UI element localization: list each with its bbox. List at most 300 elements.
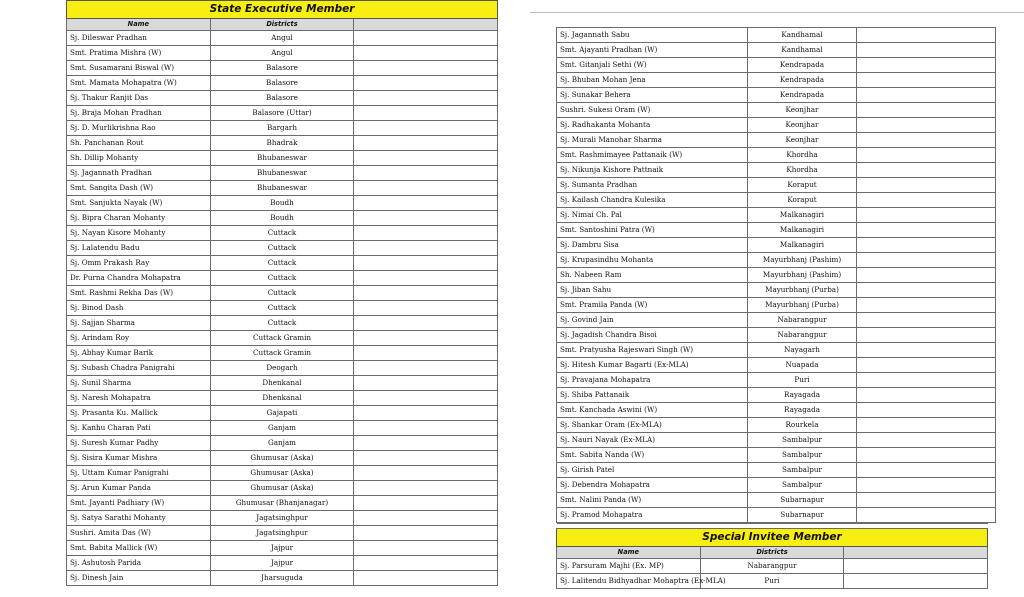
column-header-blank — [354, 19, 498, 31]
member-name: Smt. Mamata Mohapatra (W) — [67, 76, 211, 91]
table-row — [557, 238, 996, 253]
table-row — [67, 76, 498, 91]
blank-cell — [857, 298, 996, 313]
table-header-row — [557, 547, 988, 559]
member-name: Smt. Rashmimayee Pattanaik (W) — [557, 148, 748, 163]
member-name: Smt. Pratyusha Rajeswari Singh (W) — [557, 343, 748, 358]
member-district: Ghumusar (Aska) — [210, 481, 354, 496]
member-district: Bhubaneswar — [210, 166, 354, 181]
member-name: Sh. Dillip Mohanty — [67, 151, 211, 166]
table-row — [557, 298, 996, 313]
blank-cell — [857, 28, 996, 43]
blank-cell — [857, 208, 996, 223]
blank-cell — [354, 481, 498, 496]
member-district: Puri — [748, 373, 857, 388]
section-title-row — [557, 529, 988, 547]
member-district: Balasore (Uttar) — [210, 106, 354, 121]
blank-cell — [354, 271, 498, 286]
member-district: Kendrapada — [748, 73, 857, 88]
blank-cell — [354, 406, 498, 421]
member-district: Rayagada — [748, 388, 857, 403]
table-row — [557, 208, 996, 223]
blank-cell — [354, 331, 498, 346]
member-name: Sj. Kailash Chandra Kulesika — [557, 193, 748, 208]
blank-cell — [354, 166, 498, 181]
member-district: Deogarh — [210, 361, 354, 376]
special-invitee-title: Special Invitee Member — [557, 529, 988, 547]
member-name: Sj. Uttam Kumar Panigrahi — [67, 466, 211, 481]
table-row — [67, 271, 498, 286]
state-executive-table — [66, 0, 498, 586]
member-name: Sj. Jiban Sahu — [557, 283, 748, 298]
table-row — [67, 496, 498, 511]
blank-cell — [857, 148, 996, 163]
member-name: Sj. Braja Mohan Pradhan — [67, 106, 211, 121]
member-name: Smt. Babita Mallick (W) — [67, 541, 211, 556]
member-name: Sj. Jagannath Sabu — [557, 28, 748, 43]
member-name: Sj. Bhuban Mohan Jena — [557, 73, 748, 88]
member-district: Puri — [700, 574, 844, 589]
table-row — [557, 103, 996, 118]
blank-cell — [857, 388, 996, 403]
table-row — [557, 118, 996, 133]
blank-cell — [354, 106, 498, 121]
table-row — [557, 283, 996, 298]
member-name: Smt. Nalini Panda (W) — [557, 493, 748, 508]
member-district: Koraput — [748, 178, 857, 193]
column-header-districts: Districts — [210, 19, 354, 31]
member-name: Smt. Santoshini Patra (W) — [557, 223, 748, 238]
blank-cell — [354, 136, 498, 151]
member-district: Mayurbhanj (Purba) — [748, 283, 857, 298]
member-name: Sj. Binod Dash — [67, 301, 211, 316]
member-name: Sj. Kanhu Charan Pati — [67, 421, 211, 436]
blank-cell — [857, 463, 996, 478]
blank-cell — [857, 493, 996, 508]
table-row — [557, 43, 996, 58]
blank-cell — [857, 433, 996, 448]
member-district: Kendrapada — [748, 88, 857, 103]
special-invitee-table — [556, 523, 988, 589]
member-name: Sj. Nayan Kisore Mohanty — [67, 226, 211, 241]
blank-cell — [354, 316, 498, 331]
blank-cell — [354, 241, 498, 256]
table-row — [557, 559, 988, 574]
blank-cell — [857, 478, 996, 493]
member-name: Sj. Govind Jain — [557, 313, 748, 328]
member-name: Sj. Dileswar Pradhan — [67, 31, 211, 46]
document-page-left — [66, 0, 498, 597]
member-name: Sj. Sajjan Sharma — [67, 316, 211, 331]
member-district: Sambalpur — [748, 463, 857, 478]
blank-cell — [857, 313, 996, 328]
member-district: Malkanagiri — [748, 238, 857, 253]
document-page-right — [556, 27, 988, 597]
member-name: Sj. Dinesh Jain — [67, 571, 211, 586]
blank-cell — [354, 46, 498, 61]
member-district: Keonjhar — [748, 103, 857, 118]
member-district: Cuttack — [210, 316, 354, 331]
table-row — [557, 223, 996, 238]
member-name: Sj. Parsuram Majhi (Ex. MP) — [557, 559, 701, 574]
member-district: Khordha — [748, 163, 857, 178]
blank-cell — [354, 76, 498, 91]
blank-cell — [857, 73, 996, 88]
member-name: Sj. Omm Prakash Ray — [67, 256, 211, 271]
member-district: Cuttack — [210, 241, 354, 256]
member-district: Nabarangpur — [700, 559, 844, 574]
member-name: Sj. Sisira Kumar Mishra — [67, 451, 211, 466]
blank-cell — [857, 283, 996, 298]
member-name: Sj. Subash Chadra Panigrahi — [67, 361, 211, 376]
member-district: Jajpur — [210, 541, 354, 556]
table-row — [557, 388, 996, 403]
table-row — [67, 256, 498, 271]
table-row — [557, 88, 996, 103]
table-row — [557, 163, 996, 178]
member-name: Sj. Naresh Mohapatra — [67, 391, 211, 406]
member-district: Jajpur — [210, 556, 354, 571]
member-district: Kendrapada — [748, 58, 857, 73]
member-district: Cuttack — [210, 256, 354, 271]
blank-cell — [857, 418, 996, 433]
member-name: Sj. Arun Kumar Panda — [67, 481, 211, 496]
member-district: Bargarh — [210, 121, 354, 136]
blank-cell — [354, 376, 498, 391]
member-name: Sj. Sumanta Pradhan — [557, 178, 748, 193]
table-row — [557, 463, 996, 478]
blank-cell — [354, 61, 498, 76]
blank-cell — [857, 403, 996, 418]
member-name: Sj. Arindam Roy — [67, 331, 211, 346]
blank-cell — [857, 253, 996, 268]
table-row — [557, 73, 996, 88]
member-district: Nayagarh — [748, 343, 857, 358]
table-row — [67, 421, 498, 436]
member-district: Ghumusar (Bhanjanagar) — [210, 496, 354, 511]
blank-cell — [354, 541, 498, 556]
blank-cell — [857, 193, 996, 208]
table-row — [67, 406, 498, 421]
table-row — [67, 91, 498, 106]
member-name: Sushri. Amita Das (W) — [67, 526, 211, 541]
member-district: Balasore — [210, 76, 354, 91]
member-district: Cuttack — [210, 286, 354, 301]
member-name: Sj. Girish Patel — [557, 463, 748, 478]
table-header-row — [67, 19, 498, 31]
member-name: Sj. Satya Sarathi Mohanty — [67, 511, 211, 526]
member-district: Mayurbhanj (Pashim) — [748, 268, 857, 283]
section-title-row — [67, 1, 498, 19]
blank-cell — [354, 466, 498, 481]
member-name: Sh. Panchanan Rout — [67, 136, 211, 151]
member-name: Sj. Shiba Pattanaik — [557, 388, 748, 403]
member-district: Jagatsinghpur — [210, 511, 354, 526]
column-header-name: Name — [67, 19, 211, 31]
blank-cell — [857, 358, 996, 373]
member-district: Koraput — [748, 193, 857, 208]
section-title: State Executive Member — [67, 1, 498, 19]
table-row — [557, 403, 996, 418]
member-district: Balasore — [210, 91, 354, 106]
member-name: Smt. Rashmi Rekha Das (W) — [67, 286, 211, 301]
blank-cell — [857, 43, 996, 58]
table-row — [67, 46, 498, 61]
blank-cell — [857, 103, 996, 118]
member-name: Smt. Pratima Mishra (W) — [67, 46, 211, 61]
member-district: Angul — [210, 46, 354, 61]
table-row — [557, 253, 996, 268]
member-district: Nabarangpur — [748, 328, 857, 343]
member-district: Dhenkanal — [210, 376, 354, 391]
member-district: Bhadrak — [210, 136, 354, 151]
table-row — [557, 193, 996, 208]
member-name: Smt. Kanchada Aswini (W) — [557, 403, 748, 418]
member-name: Sj. D. Murlikrishna Rao — [67, 121, 211, 136]
member-district: Ghumusar (Aska) — [210, 451, 354, 466]
blank-cell — [857, 343, 996, 358]
table-row — [67, 196, 498, 211]
blank-cell — [354, 361, 498, 376]
member-district: Subarnapur — [748, 508, 857, 523]
table-row — [67, 571, 498, 586]
member-name: Sh. Nabeen Ram — [557, 268, 748, 283]
member-district: Nabarangpur — [748, 313, 857, 328]
member-district: Khordha — [748, 148, 857, 163]
table-row — [67, 211, 498, 226]
member-name: Sj. Shankar Oram (Ex-MLA) — [557, 418, 748, 433]
member-district: Angul — [210, 31, 354, 46]
members-continued-table — [556, 27, 996, 523]
table-row — [67, 451, 498, 466]
blank-cell — [857, 328, 996, 343]
member-district: Nuapada — [748, 358, 857, 373]
table-row — [67, 376, 498, 391]
member-district: Boudh — [210, 196, 354, 211]
member-name: Sj. Hitesh Kumar Bagarti (Ex-MLA) — [557, 358, 748, 373]
member-name: Dr. Purna Chandra Mohapatra — [67, 271, 211, 286]
table-row — [557, 478, 996, 493]
table-row — [557, 133, 996, 148]
blank-cell — [354, 391, 498, 406]
blank-cell — [354, 346, 498, 361]
blank-cell — [857, 58, 996, 73]
column-header-name: Name — [557, 547, 701, 559]
member-name: Sj. Suresh Kumar Padhy — [67, 436, 211, 451]
table-row — [557, 493, 996, 508]
table-row — [557, 373, 996, 388]
blank-cell — [354, 496, 498, 511]
member-district: Jagatsinghpur — [210, 526, 354, 541]
table-row — [67, 556, 498, 571]
blank-cell — [857, 448, 996, 463]
member-name: Sj. Nikunja Kishore Pattnaik — [557, 163, 748, 178]
member-district: Boudh — [210, 211, 354, 226]
member-district: Sambalpur — [748, 478, 857, 493]
member-name: Sj. Jagannath Pradhan — [67, 166, 211, 181]
table-row — [67, 466, 498, 481]
member-district: Balasore — [210, 61, 354, 76]
column-header-districts: Districts — [700, 547, 844, 559]
table-row — [67, 541, 498, 556]
member-name: Sj. Ashutosh Parida — [67, 556, 211, 571]
table-row — [67, 61, 498, 76]
table-row — [557, 328, 996, 343]
member-name: Sj. Pravajana Mohapatra — [557, 373, 748, 388]
member-district: Bhubaneswar — [210, 181, 354, 196]
member-name: Sj. Krupasindhu Mohanta — [557, 253, 748, 268]
member-district: Cuttack — [210, 301, 354, 316]
member-name: Sj. Sunil Sharma — [67, 376, 211, 391]
table-row — [67, 481, 498, 496]
member-name: Smt. Sangita Dash (W) — [67, 181, 211, 196]
member-district: Ganjam — [210, 436, 354, 451]
blank-cell — [354, 436, 498, 451]
blank-cell — [354, 556, 498, 571]
page-header-rule — [530, 12, 1024, 13]
table-row — [557, 358, 996, 373]
table-row — [67, 151, 498, 166]
member-district: Rourkela — [748, 418, 857, 433]
blank-cell — [857, 133, 996, 148]
blank-cell — [354, 226, 498, 241]
table-row — [67, 526, 498, 541]
member-name: Sj. Prasanta Ku. Mallick — [67, 406, 211, 421]
member-name: Sj. Sunakar Behera — [557, 88, 748, 103]
table-row — [67, 436, 498, 451]
blank-cell — [354, 151, 498, 166]
member-district: Gajapati — [210, 406, 354, 421]
table-row — [557, 574, 988, 589]
table-row — [557, 178, 996, 193]
member-district: Ghumusar (Aska) — [210, 466, 354, 481]
table-row — [67, 361, 498, 376]
member-name: Sj. Murali Manohar Sharma — [557, 133, 748, 148]
table-row — [557, 148, 996, 163]
member-name: Sushri. Sukesi Oram (W) — [557, 103, 748, 118]
member-district: Ganjam — [210, 421, 354, 436]
table-row — [67, 136, 498, 151]
member-district: Mayurbhanj (Purba) — [748, 298, 857, 313]
member-name: Sj. Pramod Mohapatra — [557, 508, 748, 523]
table-row — [67, 226, 498, 241]
member-name: Sj. Dambru Sisa — [557, 238, 748, 253]
table-row — [67, 301, 498, 316]
table-row — [67, 346, 498, 361]
blank-cell — [354, 286, 498, 301]
blank-cell — [354, 91, 498, 106]
member-name: Sj. Thakur Ranjit Das — [67, 91, 211, 106]
blank-cell — [857, 118, 996, 133]
member-district: Mayurbhanj (Pashim) — [748, 253, 857, 268]
blank-cell — [354, 421, 498, 436]
member-district: Cuttack — [210, 271, 354, 286]
table-row — [557, 268, 996, 283]
member-district: Malkanagiri — [748, 208, 857, 223]
member-district: Malkanagiri — [748, 223, 857, 238]
member-district: Jharsuguda — [210, 571, 354, 586]
blank-cell — [354, 181, 498, 196]
table-row — [67, 241, 498, 256]
table-row — [557, 418, 996, 433]
member-name: Sj. Bipra Charan Mohanty — [67, 211, 211, 226]
table-row — [67, 31, 498, 46]
table-row — [67, 391, 498, 406]
table-row — [67, 106, 498, 121]
member-district: Kandhamal — [748, 43, 857, 58]
blank-cell — [354, 256, 498, 271]
table-row — [67, 511, 498, 526]
member-name: Smt. Pramila Panda (W) — [557, 298, 748, 313]
member-name: Sj. Debendra Mohapatra — [557, 478, 748, 493]
blank-cell — [857, 88, 996, 103]
blank-cell — [354, 121, 498, 136]
column-header-blank — [844, 547, 988, 559]
member-name: Smt. Susamarani Biswal (W) — [67, 61, 211, 76]
blank-cell — [857, 223, 996, 238]
blank-cell — [857, 163, 996, 178]
member-name: Sj. Jagadish Chandra Bisoi — [557, 328, 748, 343]
table-row — [557, 433, 996, 448]
table-row — [67, 166, 498, 181]
member-district: Keonjhar — [748, 118, 857, 133]
member-name: Smt. Jayanti Padhiary (W) — [67, 496, 211, 511]
table-row — [557, 508, 996, 523]
table-row — [67, 331, 498, 346]
member-name: Sj. Lalitendu Bidhyadhar Mohaptra (Ex-MLA) — [557, 574, 701, 589]
table-row — [557, 313, 996, 328]
member-district: Kandhamal — [748, 28, 857, 43]
member-district: Sambalpur — [748, 433, 857, 448]
member-name: Sj. Abhay Kumar Barik — [67, 346, 211, 361]
member-name: Smt. Sanjukta Nayak (W) — [67, 196, 211, 211]
blank-cell — [857, 268, 996, 283]
member-name: Sj. Lalatendu Badu — [67, 241, 211, 256]
blank-cell — [857, 373, 996, 388]
member-name: Smt. Gitanjali Sethi (W) — [557, 58, 748, 73]
blank-cell — [857, 178, 996, 193]
blank-cell — [354, 31, 498, 46]
table-row — [67, 121, 498, 136]
member-district: Dhenkanal — [210, 391, 354, 406]
table-row — [557, 343, 996, 358]
table-row — [67, 286, 498, 301]
blank-cell — [844, 574, 988, 589]
blank-cell — [857, 508, 996, 523]
table-row — [67, 316, 498, 331]
member-district: Keonjhar — [748, 133, 857, 148]
table-row — [557, 28, 996, 43]
blank-cell — [857, 238, 996, 253]
table-row — [557, 448, 996, 463]
blank-cell — [354, 301, 498, 316]
blank-cell — [354, 571, 498, 586]
member-district: Rayagada — [748, 403, 857, 418]
member-name: Smt. Sabita Nanda (W) — [557, 448, 748, 463]
member-district: Subarnapur — [748, 493, 857, 508]
member-name: Sj. Nauri Nayak (Ex-MLA) — [557, 433, 748, 448]
member-name: Smt. Ajayanti Pradhan (W) — [557, 43, 748, 58]
blank-cell — [354, 211, 498, 226]
blank-cell — [354, 511, 498, 526]
table-row — [557, 58, 996, 73]
blank-cell — [844, 559, 988, 574]
member-district: Bhubaneswar — [210, 151, 354, 166]
member-district: Cuttack Gramin — [210, 346, 354, 361]
member-name: Sj. Nimai Ch. Pal — [557, 208, 748, 223]
blank-cell — [354, 526, 498, 541]
member-name: Sj. Radhakanta Mohanta — [557, 118, 748, 133]
